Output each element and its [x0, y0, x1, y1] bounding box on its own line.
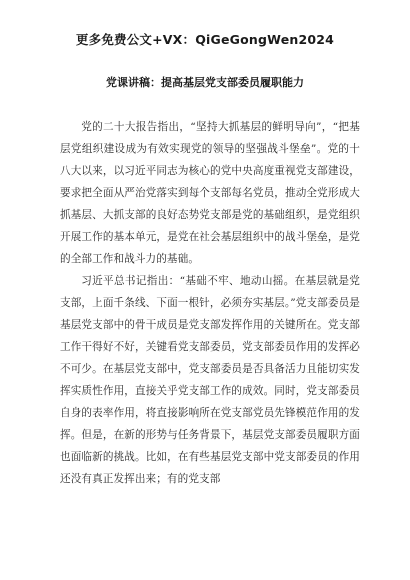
document-body [60, 116, 360, 490]
paragraph: 党的二十大报告指出，“坚持大抓基层的鲜明导向”，“把基层党组织建设成为有效实现党的领导的坚强战斗堡垒”。党的十八大以来，以习近平同志为核心的党中央高度重视党支部建设，要求把全面从严治党落实到每个支部每名党员，推动全党形成大抓基层、大抓支部的良好态势党支部是党的基础组织，是党组织开展工作的基本单元，是党在社会基层组织中的战斗堡垒，是党的全部工作和战斗力的基础。 [60, 121, 360, 265]
document-title: 党课讲稿：提高基层党支部委员履职能力 [106, 76, 304, 89]
header-note: 更多免费公文+VX：QiGeGongWen2024 [75, 32, 335, 47]
paragraph: 习近平总书记指出：“基础不牢、地动山摇。在基层就是党支部，上面千条线、下面一根针，必须夯实基层。”党支部委员是基层党支部中的骨干成员是党支部发挥作用的关键所在。党支部工作干得好不好，关键看党支部委员，党支部委员作用的发挥必不可少。在基层党支部中，党支部委员是否具备活力且能切实发挥实质性作用，直接关乎党支部工作的成效。同时，党支部委员自身的表率作用，将直接影响所在党支部党员先锋模范作用的发挥。但是，在新的形势与任务背景下，基层党支部委员履职方面也面临新的挑战。比如，在有些基层党支部中党支部委员的作用还没有真正发挥出来；有的党支部 [60, 275, 360, 485]
